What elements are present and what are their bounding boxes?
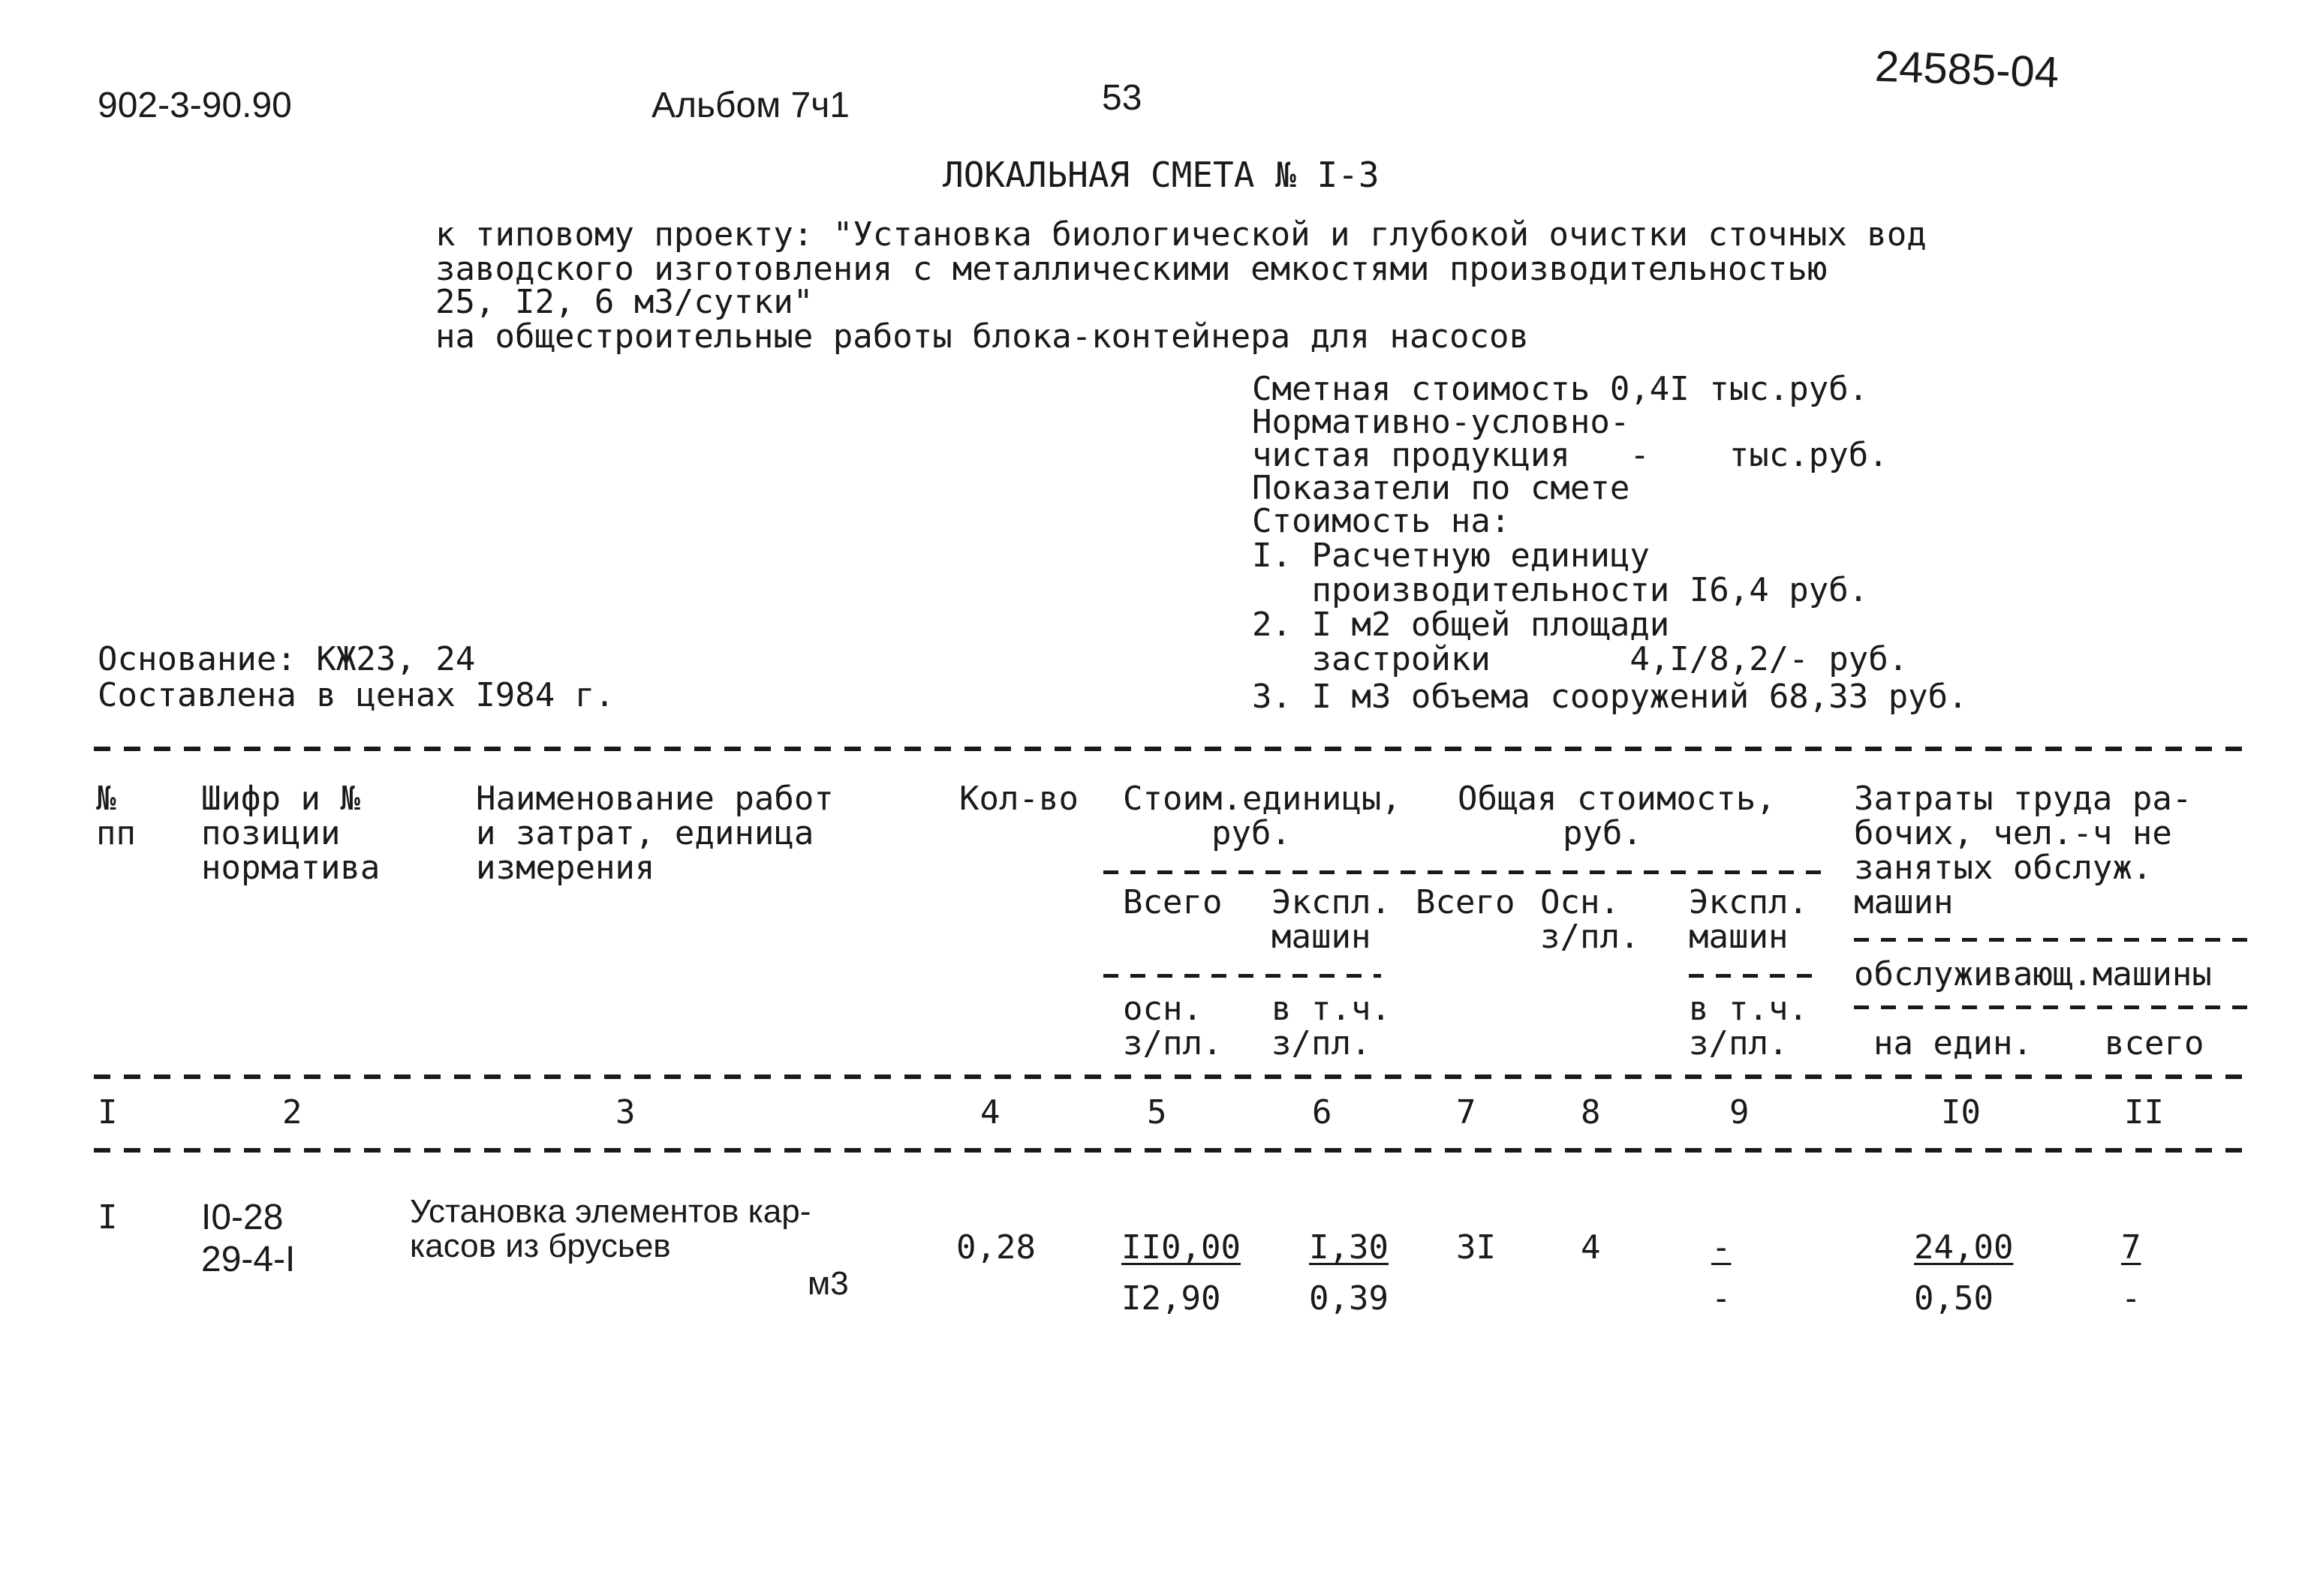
row-total-cost: 3I [1456,1228,1496,1267]
album-label: Альбом 7ч1 [651,86,850,125]
col-number: 3 [615,1093,636,1132]
subheader-rule [1103,870,1824,874]
row-unit-cost-machine-wages: 0,39 [1309,1279,1389,1318]
col-header-labor: бочих, чел.-ч не [1854,814,2172,852]
col-header-labor: Затраты труда ра- [1854,780,2192,818]
subheader-machines: Экспл. [1689,883,1808,921]
col-number: 8 [1581,1093,1601,1132]
subheader-wages: осн. [1123,990,1202,1028]
subheader-wages: з/пл. [1540,918,1640,956]
row-unit-cost-wages: I2,90 [1121,1279,1221,1318]
col-number: 9 [1729,1093,1750,1132]
row-total-machines: - [1711,1228,1732,1267]
summary-line: застройки 4,I/8,2/- руб. [1252,640,1909,678]
basis-line: Составлена в ценах I984 г. [98,676,615,714]
subheader-wages: з/пл. [1123,1024,1223,1062]
col-header-num: пп [96,814,136,852]
row-code: I0-28 [201,1198,284,1237]
col-number: II [2124,1093,2164,1132]
subheader-per-unit: на един. [1873,1024,2033,1062]
col-header-num: № [96,780,116,818]
col-header-code: Шифр и № [201,780,360,818]
col-number: 2 [282,1093,302,1132]
subheader-rule [1854,938,2252,942]
col-header-labor: машин [1854,883,1954,921]
col-number: I0 [1941,1093,1981,1132]
row-quantity: 0,28 [956,1228,1036,1267]
col-number: 4 [980,1093,1001,1132]
subheader-machines: Экспл. [1271,883,1391,921]
row-labor-service-total: - [2121,1279,2141,1318]
basis-line: Основание: КЖ23, 24 [98,640,476,678]
subheader-wages: Осн. [1540,883,1620,921]
project-line: на общестроительные работы блока-контейнера для насосов [435,317,1529,356]
document-code: 902-3-90.90 [98,86,292,125]
subheader-incl-wages: в т.ч. [1271,990,1391,1028]
row-labor-service-per-unit: 0,50 [1914,1279,1994,1318]
col-header-name: Наименование работ [476,780,834,818]
subheader-total: Всего [1123,883,1223,921]
header-bottom-rule [94,1075,2255,1079]
subheader-rule [1689,974,1824,978]
summary-line: 3. I м3 объема сооружений 68,33 руб. [1252,678,1968,716]
summary-line: Показатели по смете [1252,469,1630,507]
summary-line: Стоимость на: [1252,502,1511,540]
col-number: 6 [1312,1093,1332,1132]
row-unit-cost-machines: I,30 [1309,1228,1389,1267]
col-numbers-rule [94,1148,2255,1153]
col-number: I [98,1093,118,1132]
row-code: 29-4-I [201,1240,296,1279]
col-header-name: и затрат, единица [476,814,814,852]
col-header-code: норматива [201,849,381,887]
subheader-machines: машин [1271,918,1371,956]
page-number: 53 [1102,78,1142,118]
summary-line: Нормативно-условно- [1252,403,1630,441]
row-name: Установка элементов кар- [410,1193,811,1230]
subheader-rule [1854,1005,2252,1009]
row-total-machine-wages: - [1711,1279,1732,1318]
row-labor-total: 7 [2121,1228,2141,1267]
col-number: 7 [1456,1093,1476,1132]
subheader-incl-wages: в т.ч. [1689,990,1808,1028]
col-header-unit-cost: Стоим.единицы, [1123,780,1401,818]
col-header-name: измерения [476,849,655,887]
row-total-wages: 4 [1581,1228,1601,1267]
col-header-total-cost: руб. [1563,814,1642,852]
subheader-rule [1103,974,1381,978]
col-header-labor: занятых обслуж. [1854,849,2153,887]
subheader-total: Всего [1416,883,1515,921]
col-header-total-cost: Общая стоимость, [1458,780,1776,818]
row-unit-cost-total: II0,00 [1121,1228,1241,1267]
col-header-unit-cost: руб. [1211,814,1291,852]
subheader-machine-service: обслуживающ.машины [1854,955,2212,993]
summary-line: производительности I6,4 руб. [1252,571,1869,609]
document-title: ЛОКАЛЬНАЯ СМЕТА № I-3 [943,155,1380,195]
subheader-machines: машин [1689,918,1789,956]
project-line: заводского изготовления с металлическими емкостями производительностью [435,250,1828,288]
summary-line: чистая продукция - тыс.руб. [1252,436,1888,474]
inventory-number: 24585-04 [1873,41,2060,98]
col-number: 5 [1147,1093,1167,1132]
table-top-rule [94,747,2255,751]
project-line: к типовому проекту: "Установка биологической и глубокой очистки сточных вод [435,215,1927,254]
row-labor-per-unit: 24,00 [1914,1228,2014,1267]
row-name: касов из брусьев [410,1228,671,1264]
subheader-total: всего [2105,1024,2204,1062]
summary-line: 2. I м2 общей площади [1252,606,1670,644]
row-unit: м3 [808,1265,849,1302]
col-header-qty: Кол-во [959,780,1079,818]
project-line: 25, I2, 6 м3/сутки" [435,283,814,321]
subheader-incl-wages: з/пл. [1689,1024,1789,1062]
col-header-code: позиции [201,814,341,852]
summary-line: I. Расчетную единицу [1252,537,1650,575]
summary-line: Сметная стоимость 0,4I тыс.руб. [1252,370,1869,408]
row-number: I [98,1198,118,1237]
subheader-incl-wages: з/пл. [1271,1024,1371,1062]
